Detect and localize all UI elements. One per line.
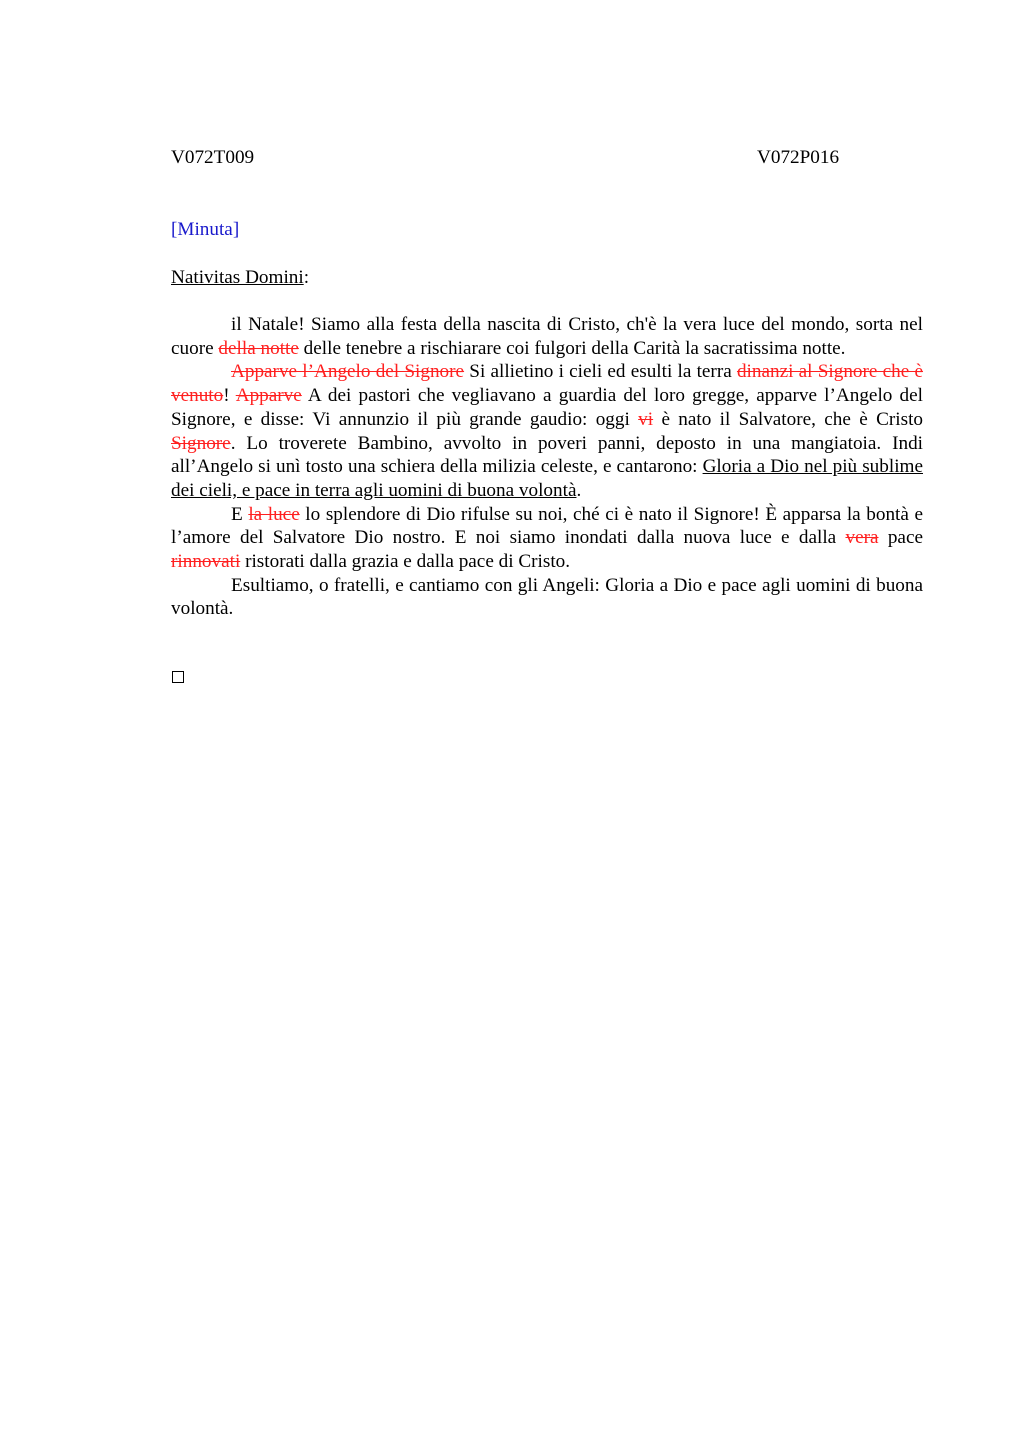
paragraph-3 [171, 503, 923, 574]
text-run: lo splendore di Dio rifulse su noi, ché ci è nato il Signore! È apparsa la bontà e l’amore del Salvatore Dio nostro. E noi siamo inondati dalla nuova luce e dalla [171, 503, 923, 549]
title-colon: : [303, 267, 310, 288]
document-body [171, 313, 923, 621]
text-run: è nato il Salvatore, che è Cristo [653, 408, 923, 430]
text-run: . Lo troverete Bambino, avvolto in poveri panni, deposto in una mangiatoia. Indi all’Angelo si unì tosto una schiera della milizia celeste, e cantarono: [171, 432, 923, 478]
underlined-quote: Gloria a Dio nel più sublime dei cieli, e pace in terra agli uomini di buona volontà [171, 456, 923, 501]
text-run: ristorati dalla grazia e dalla pace di Cristo. [240, 551, 571, 573]
minuta-label: [Minuta] [171, 219, 240, 240]
deleted-text: la luce [248, 503, 300, 525]
text-run: il Natale! Siamo alla festa della nascita di Cristo, ch'è la vera luce del mondo, sorta nel cuore [171, 314, 923, 359]
deleted-text: della notte [218, 337, 299, 359]
empty-square-icon [172, 671, 184, 683]
deleted-text: rinnovati [171, 551, 241, 573]
text-run: Esultiamo, o fratelli, e cantiamo con gli Angeli: Gloria a Dio e pace agli uomini di buona volontà. [171, 574, 923, 620]
paragraph-1 [171, 313, 923, 360]
deleted-text: vi [638, 408, 654, 430]
text-run: ! [223, 385, 236, 407]
deleted-text: Apparve l’Angelo del Signore [231, 361, 465, 383]
text-run: A dei pastori che vegliavano a guardia del loro gregge, apparve l’Angelo del Signore, e disse: Vi annunzio il più grande gaudio: oggi [171, 385, 923, 430]
deleted-text: dinanzi al Signore che è venuto [171, 361, 923, 407]
text-run: Si allietino i cieli ed esulti la terra [464, 361, 737, 383]
document-code-right: V072P016 [757, 147, 840, 168]
deleted-text: Signore [171, 432, 231, 454]
deleted-text: Apparve [235, 385, 302, 407]
paragraph-4 [171, 574, 923, 621]
text-run: pace [878, 527, 923, 549]
document-code-left: V072T009 [171, 147, 255, 168]
text-run: . [576, 479, 582, 501]
deleted-text: vera [845, 527, 879, 549]
title-text: Nativitas Domini [171, 267, 304, 288]
paragraph-2 [171, 360, 923, 502]
document-title [171, 267, 309, 289]
text-run: delle tenebre a rischiarare coi fulgori della Carità la sacratissima notte. [298, 337, 846, 359]
text-run: E [231, 503, 249, 525]
